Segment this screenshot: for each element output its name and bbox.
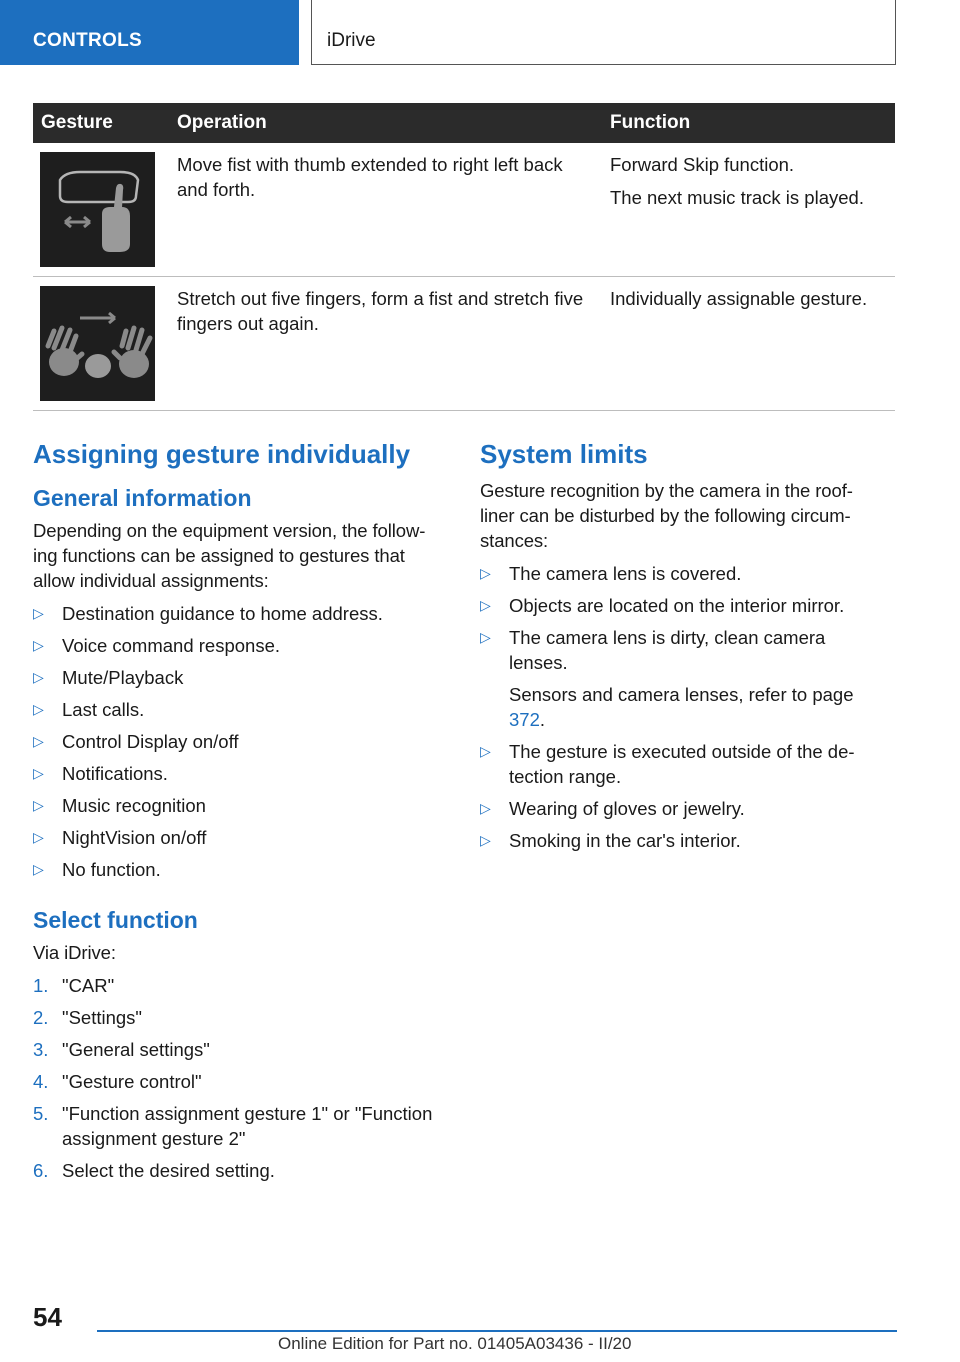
- fist-thumb-swipe-gesture-icon: [40, 152, 155, 267]
- operation-text: Stretch out five fingers, form a fist and stretch five fingers out again.: [177, 288, 584, 334]
- list-item: 2. "Settings": [33, 1007, 142, 1028]
- chapter-title: iDrive: [327, 30, 376, 51]
- right-column: [480, 438, 875, 867]
- list-item: ▷ Mute/Playback: [33, 667, 184, 688]
- triangle-bullet-icon: ▷: [480, 565, 491, 581]
- edition-text: Online Edition for Part no. 01405A03436 - II/20: [278, 1334, 632, 1353]
- step-number: 6.: [33, 1160, 49, 1181]
- triangle-bullet-icon: ▷: [480, 597, 491, 613]
- bullet-list: [480, 561, 875, 853]
- list-item: ▷ No function.: [33, 859, 161, 880]
- list-item: ▷ Last calls.: [33, 699, 145, 720]
- triangle-bullet-icon: ▷: [33, 733, 44, 749]
- body-text: Gesture recognition by the camera in the roof-liner can be disturbed by the following circum-stances:: [480, 480, 853, 551]
- triangle-bullet-icon: ▷: [480, 743, 491, 759]
- body-text: Via iDrive:: [33, 942, 116, 963]
- section-tab: [0, 0, 299, 65]
- operation-text: Move fist with thumb extended to right left back and forth.: [177, 154, 563, 200]
- list-item: 4. "Gesture control": [33, 1071, 202, 1092]
- five-fingers-fist-gesture-icon: [40, 286, 155, 401]
- list-item: ▷ Voice command response.: [33, 635, 281, 656]
- step-number: 4.: [33, 1071, 49, 1092]
- triangle-bullet-icon: ▷: [33, 701, 44, 717]
- bullet-list: [33, 601, 443, 882]
- page-link[interactable]: 372: [509, 709, 540, 730]
- list-item: ▷ Control Display on/off: [33, 731, 239, 752]
- triangle-bullet-icon: ▷: [33, 765, 44, 781]
- list-item: ▷ Wearing of gloves or jewelry.: [480, 798, 745, 819]
- triangle-bullet-icon: ▷: [33, 637, 44, 653]
- function-text: Individually assignable gesture.: [610, 288, 868, 309]
- operation-cell: [169, 143, 602, 277]
- list-item: 3. "General settings": [33, 1039, 210, 1060]
- chapter-tab: [311, 0, 896, 65]
- triangle-bullet-icon: ▷: [33, 605, 44, 621]
- table-header-row: [33, 103, 895, 143]
- function-text: Forward Skip function.: [610, 154, 795, 175]
- section-title: CONTROLS: [33, 30, 143, 51]
- triangle-bullet-icon: ▷: [33, 861, 44, 877]
- step-number: 2.: [33, 1007, 49, 1028]
- left-column: [33, 438, 443, 1197]
- list-item: ▷ The camera lens is covered.: [480, 563, 742, 584]
- triangle-bullet-icon: ▷: [33, 669, 44, 685]
- list-item: ▷ The camera lens is dirty, clean camera lenses. Sensors and camera lenses, refer to page 372.: [480, 625, 875, 732]
- gesture-cell: [33, 277, 169, 411]
- col-header-operation: Operation: [169, 103, 602, 143]
- operation-cell: [169, 277, 602, 411]
- col-header-gesture: Gesture: [33, 103, 169, 143]
- section-heading: System limits: [480, 439, 648, 469]
- col-header-function: Function: [602, 103, 895, 143]
- step-number: 5.: [33, 1103, 49, 1124]
- subsection-heading: General information: [33, 485, 252, 511]
- section-heading: Assigning gesture individually: [33, 439, 411, 469]
- function-cell: [602, 277, 895, 411]
- footer-divider: [97, 1330, 897, 1332]
- gesture-table: [33, 103, 895, 411]
- triangle-bullet-icon: ▷: [33, 829, 44, 845]
- list-item: ▷ Notifications.: [33, 763, 168, 784]
- step-number: 3.: [33, 1039, 49, 1060]
- gesture-cell: [33, 143, 169, 277]
- table-row: [33, 143, 895, 277]
- list-item: ▷ Smoking in the car's interior.: [480, 830, 741, 851]
- list-item: ▷ The gesture is executed outside of the de-tection range.: [480, 741, 855, 787]
- list-item: ▷ NightVision on/off: [33, 827, 207, 848]
- list-item: 1. "CAR": [33, 975, 115, 996]
- page-number: 54: [33, 1302, 62, 1332]
- function-text: The next music track is played.: [610, 187, 864, 208]
- function-cell: [602, 143, 895, 277]
- triangle-bullet-icon: ▷: [480, 832, 491, 848]
- subsection-heading: Select function: [33, 907, 198, 933]
- list-item: ▷ Music recognition: [33, 795, 206, 816]
- list-item: ▷ Destination guidance to home address.: [33, 603, 383, 624]
- list-item: 5. "Function assignment gesture 1" or "Function assignment gesture 2": [33, 1103, 433, 1149]
- table-row: [33, 277, 895, 411]
- triangle-bullet-icon: ▷: [480, 800, 491, 816]
- list-item: ▷ Objects are located on the interior mirror.: [480, 595, 845, 616]
- cross-reference: Sensors and camera lenses, refer to page 372.: [509, 684, 854, 730]
- triangle-bullet-icon: ▷: [33, 797, 44, 813]
- body-text: Depending on the equipment version, the follow-ing functions can be assigned to gestures that allow individual assignments:: [33, 520, 426, 591]
- list-item: 6. Select the desired setting.: [33, 1160, 275, 1181]
- step-list: [33, 973, 443, 1183]
- step-number: 1.: [33, 975, 49, 996]
- triangle-bullet-icon: ▷: [480, 629, 491, 645]
